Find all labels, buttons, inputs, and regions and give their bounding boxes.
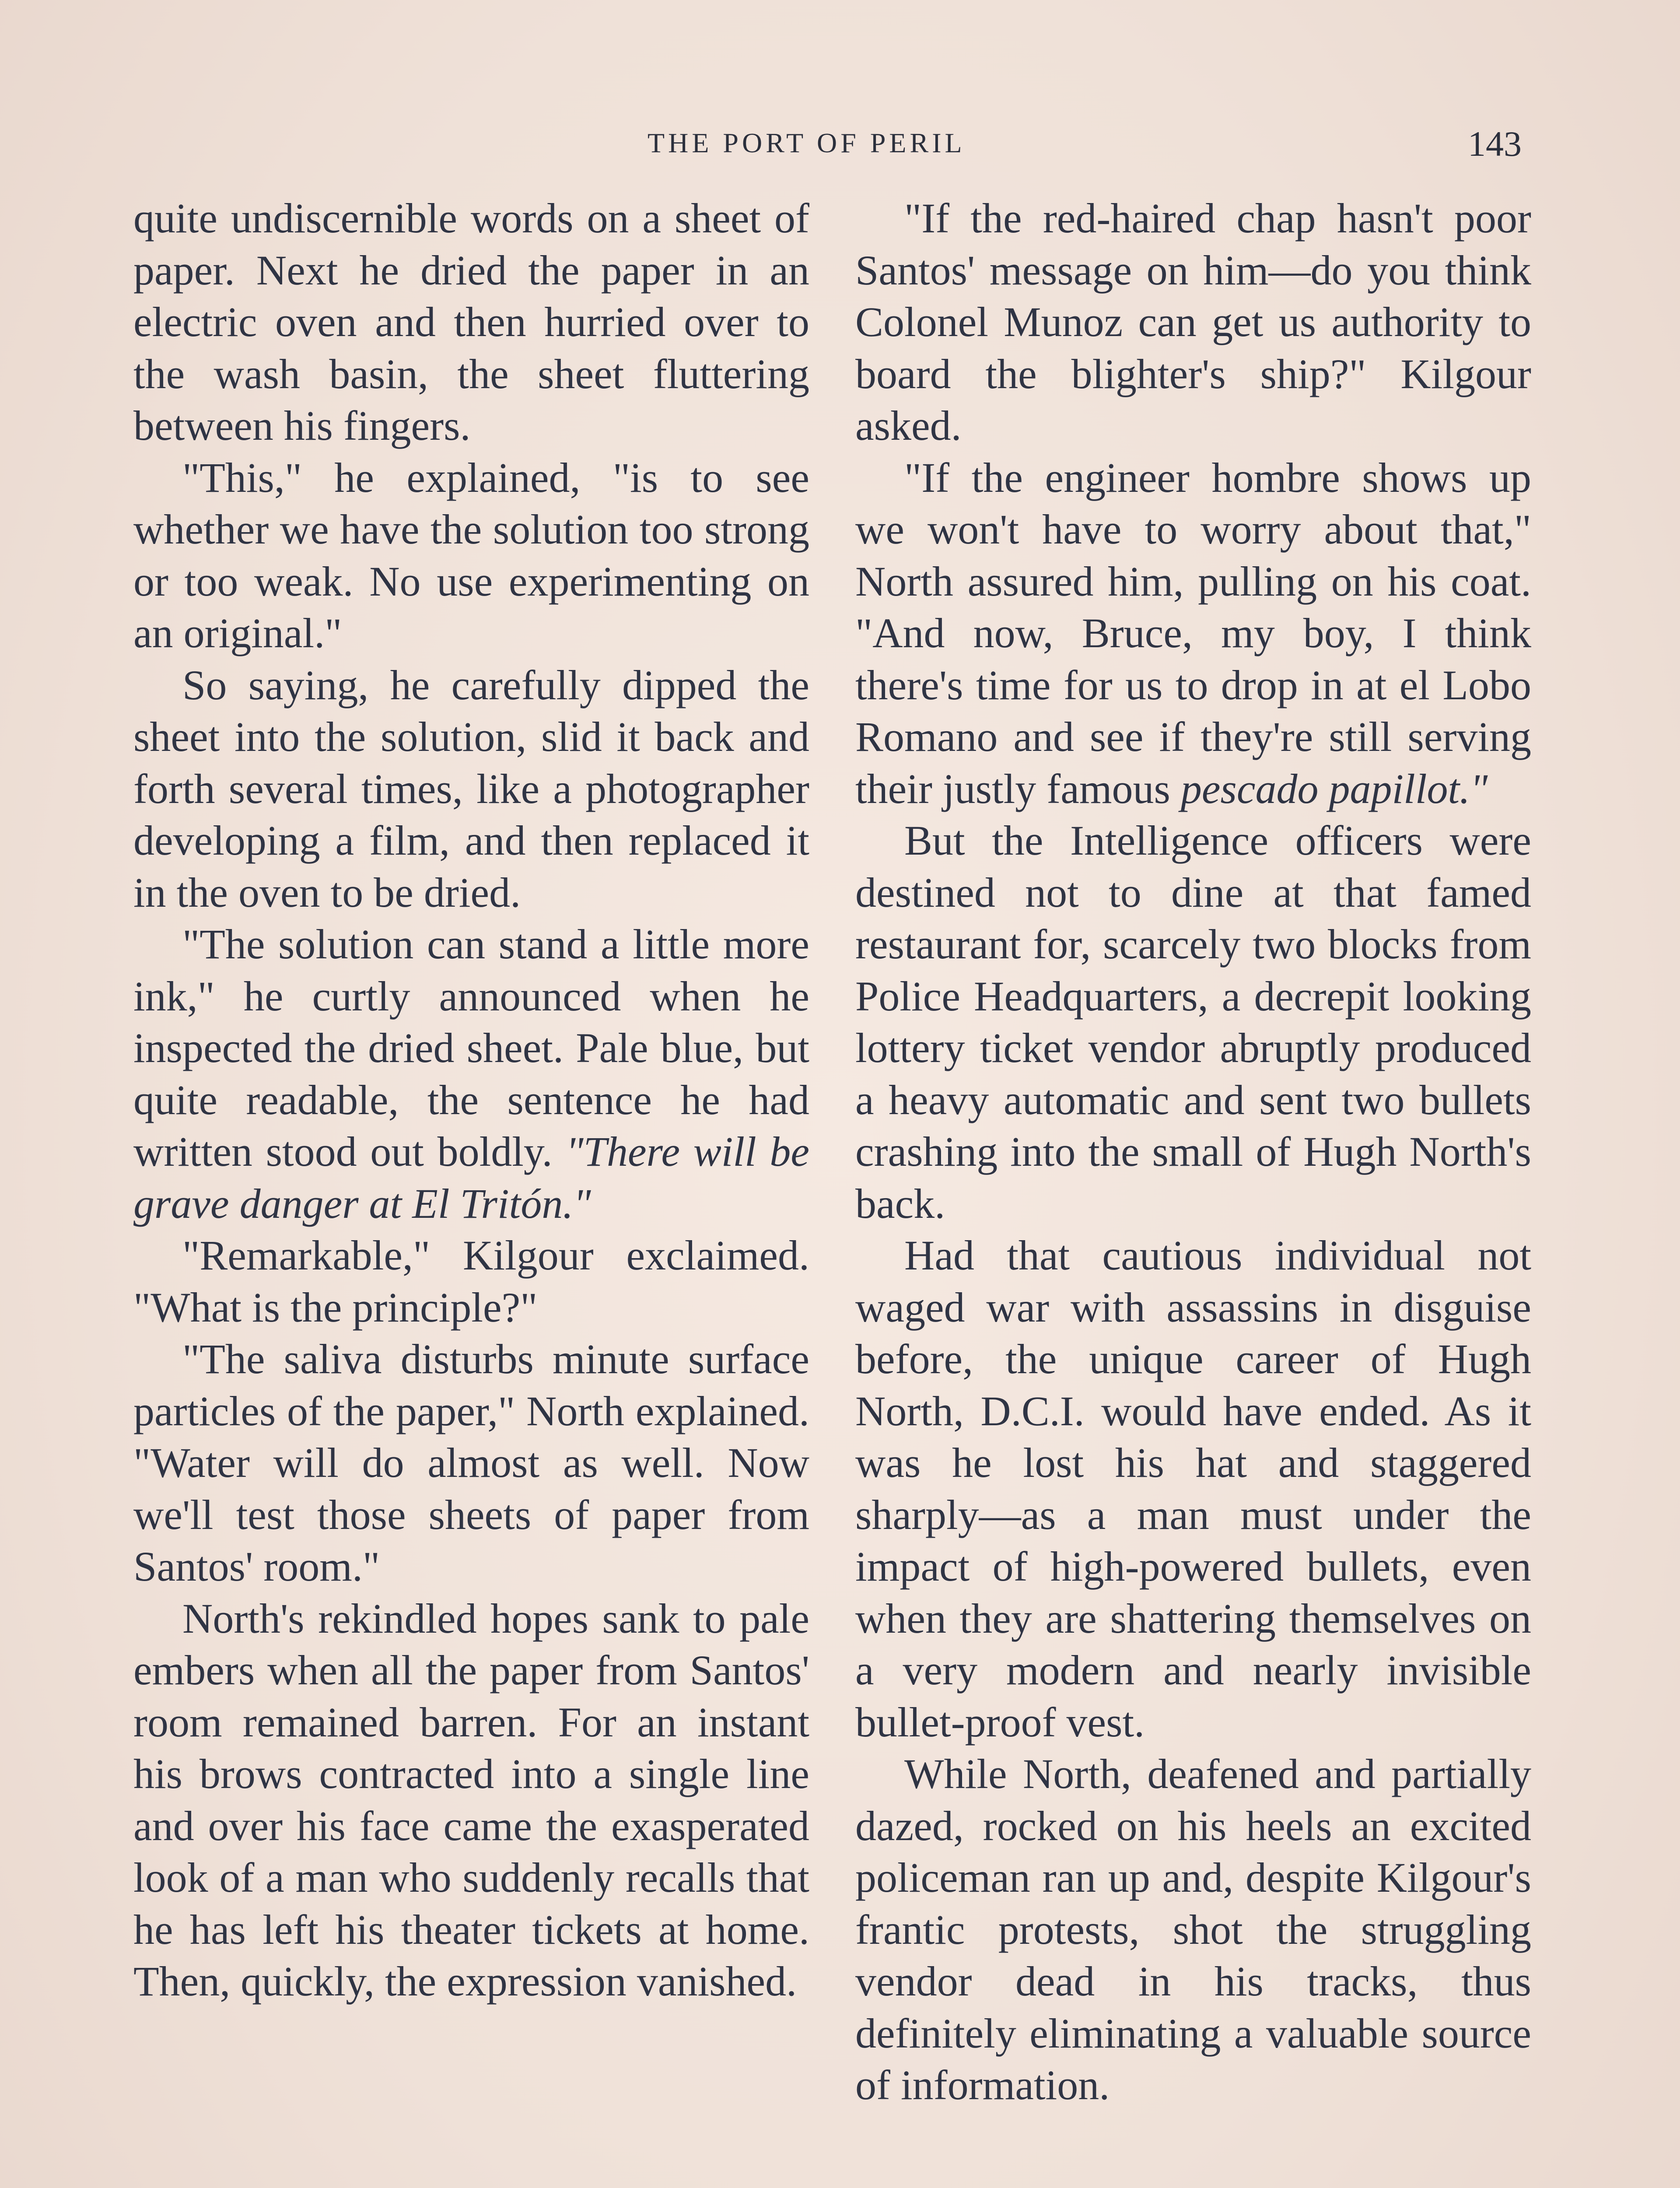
paragraph: So saying, he carefully dipped the sheet into the solution, slid it back and forth several times, like a photographer developing a film, and then replaced it in the oven to be dried. bbox=[133, 661, 809, 916]
page-number: 143 bbox=[1468, 124, 1522, 164]
running-title: THE PORT OF PERIL bbox=[648, 127, 966, 158]
paragraph-text: "If the engineer hombre shows up we won't have to worry about that," North assured him, pulling on his coat. "And now, Bruce, my boy, I think there's time for us to drop in at el Lobo Romano and see if they're still serving their justly famous bbox=[855, 454, 1531, 812]
italic-phrase: pescado papillot." bbox=[1180, 765, 1488, 812]
paragraph: "If the red-haired chap hasn't poor Santos' message on him—do you think Colonel Munoz can get us authority to board the blighter's ship?" Kilgour asked. bbox=[855, 195, 1531, 449]
paragraph: Had that cautious individual not waged war with assassins in disguise before, the unique career of Hugh North, D.C.I. would have ended. As it was he lost his hat and staggered sharply—as a man must under the impact of high-powered bullets, even when they are shattering themselves on a very modern and nearly invisible bullet-proof vest. bbox=[855, 1232, 1531, 1746]
paragraph: "The saliva disturbs minute surface particles of the paper," North explained. "Water will do almost as well. Now we'll test those sheets of paper from Santos' room." bbox=[133, 1336, 809, 1590]
paragraph: But the Intelligence officers were destined not to dine at that famed restaurant for, scarcely two blocks from Police Headquarters, a decrepit looking lottery ticket vendor abruptly produced a heavy automatic and sent two bullets crashing into the small of Hugh North's back. bbox=[855, 817, 1531, 1227]
paragraph: "Remarkable," Kilgour exclaimed. "What is the principle?" bbox=[133, 1232, 809, 1331]
left-column bbox=[133, 193, 809, 2008]
right-column bbox=[855, 193, 1531, 2111]
paragraph: quite undiscernible words on a sheet of paper. Next he dried the paper in an electric oven and then hurried over to the wash basin, the sheet fluttering between his fingers. bbox=[133, 195, 809, 449]
paragraph: North's rekindled hopes sank to pale embers when all the paper from Santos' room remained barren. For an instant his brows contracted into a single line and over his face came the exasperated look of a man who suddenly recalls that he has left his theater tickets at home. Then, quickly, the expression vanished. bbox=[133, 1595, 809, 2005]
paragraph bbox=[133, 919, 809, 1230]
italic-quote: "There will be grave danger at El Tritón." bbox=[133, 1128, 810, 1227]
paragraph-text: "The solution can stand a little more ink," he curtly announced when he inspected the dried sheet. Pale blue, but quite readable, the sentence he had written stood out boldly. bbox=[133, 921, 809, 1175]
paragraph: While North, deafened and partially dazed, rocked on his heels an excited policeman ran up and, despite Kilgour's frantic protests, shot the struggling vendor dead in his tracks, thus definitely eliminating a valuable source of information. bbox=[855, 1750, 1531, 2108]
paragraph bbox=[855, 452, 1531, 815]
paragraph: "This," he explained, "is to see whether we have the solution too strong or too weak. No use experimenting on an original." bbox=[133, 454, 809, 656]
